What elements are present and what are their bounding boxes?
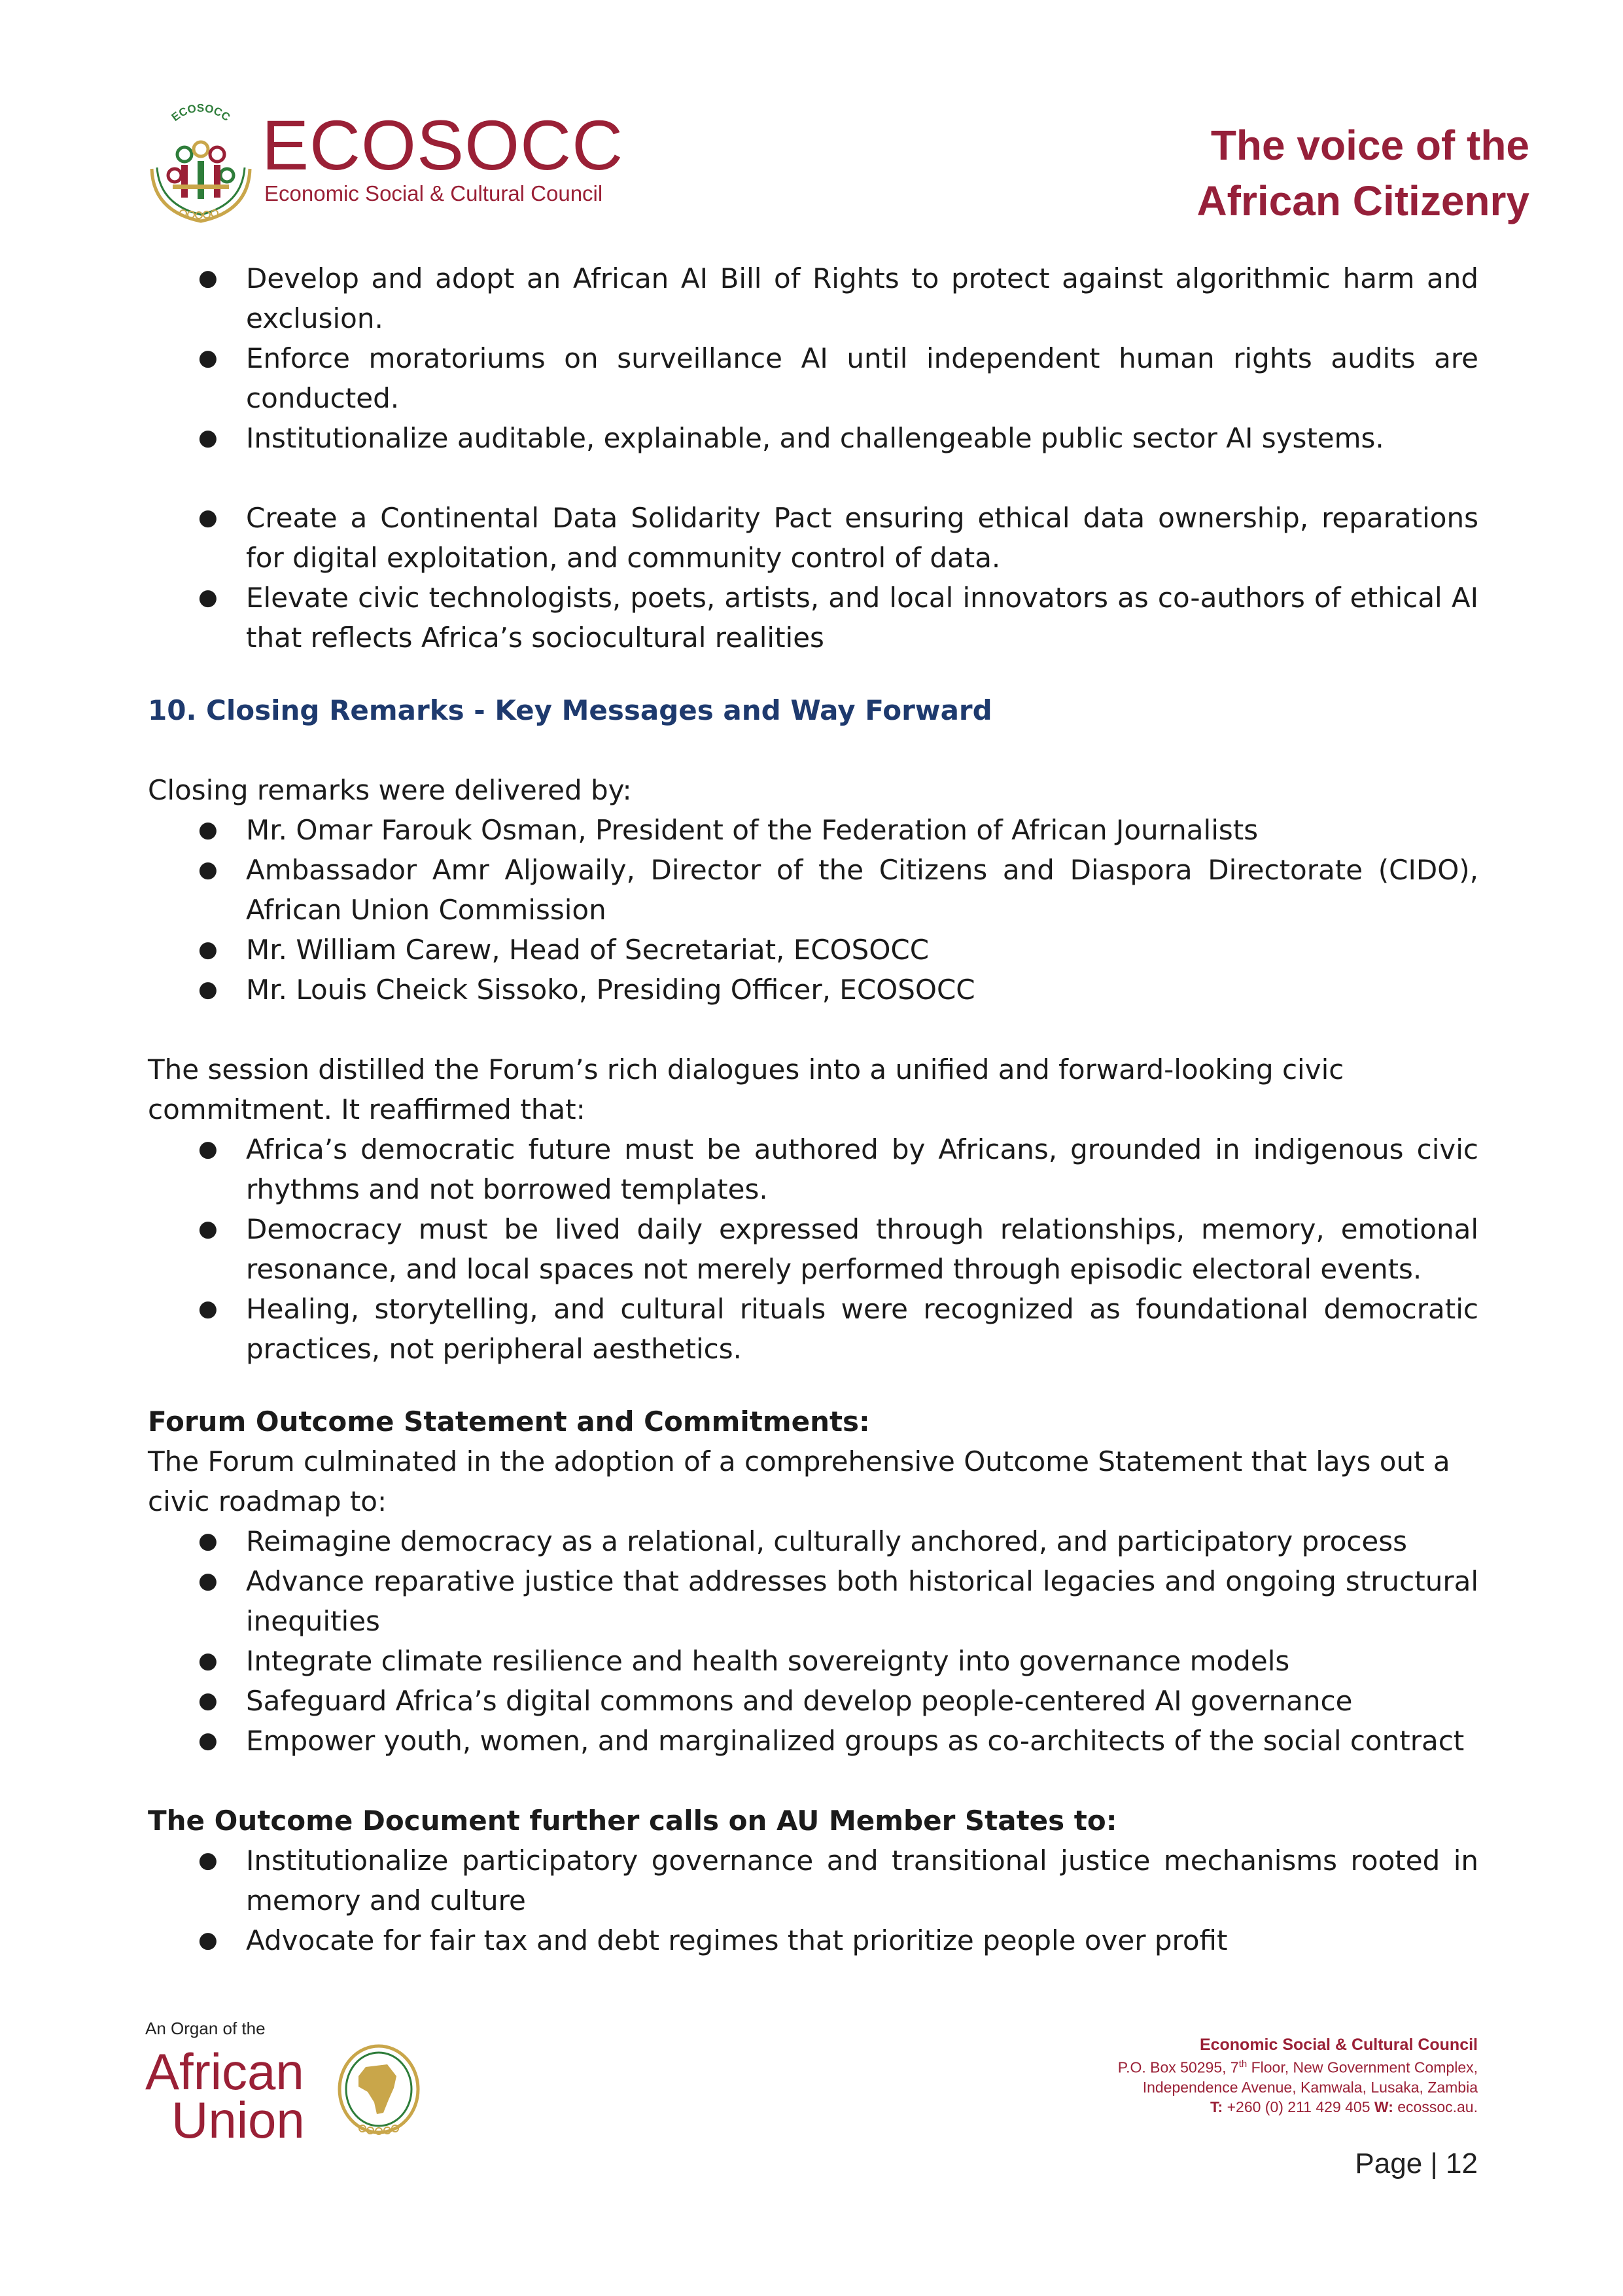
list-item: ● Healing, storytelling, and cultural rituals were recognized as foundational democratic practices, not peripheral aesthetics. — [246, 1289, 1478, 1369]
roadmap-list — [148, 1521, 1478, 1761]
list-item: ● Institutionalize auditable, explainable, and challengeable public sector AI systems. — [246, 418, 1478, 458]
list-item: ● Democracy must be lived daily expressed through relationships, memory, emotional resonance, and local spaces not merely performed through episodic electoral events. — [246, 1209, 1478, 1289]
header-tagline — [1196, 118, 1529, 229]
ecosocc-wordmark: ECOSOCC — [262, 105, 624, 185]
bullet-icon: ● — [198, 1528, 218, 1554]
session-paragraph: The session distilled the Forum’s rich dialogues into a unified and forward-looking civic commitment. It reaffirmed that: — [148, 1053, 1344, 1125]
bullet-icon: ● — [198, 1927, 218, 1953]
bullet-icon: ● — [198, 1687, 218, 1714]
calls-list — [148, 1841, 1478, 1960]
list-item: ● Advocate for fair tax and debt regimes that prioritize people over profit — [246, 1920, 1478, 1960]
page-number: Page | 12 — [1355, 2147, 1478, 2180]
au-line-2: Union — [171, 2091, 305, 2149]
closing-intro: Closing remarks were delivered by: — [148, 774, 632, 806]
bullet-icon: ● — [198, 1727, 218, 1754]
address-line-2: Independence Avenue, Kamwala, Lusaka, Zambia — [1142, 2078, 1478, 2096]
list-item: ● Safeguard Africa’s digital commons and develop people-centered AI governance — [246, 1681, 1478, 1721]
council-address — [1118, 2035, 1478, 2117]
bullet-icon: ● — [198, 1847, 218, 1873]
tagline-line-2: African Citizenry — [1196, 177, 1529, 224]
reaffirmed-list — [148, 1129, 1478, 1369]
data-solidarity-list — [148, 498, 1478, 658]
list-item: ● Empower youth, women, and marginalized groups as co-architects of the social contract — [246, 1721, 1478, 1761]
bullet-icon: ● — [198, 976, 218, 1002]
bullet-icon: ● — [198, 1216, 218, 1242]
ecosocc-subtitle: Economic Social & Cultural Council — [264, 181, 603, 205]
tagline-line-1: The voice of the — [1210, 122, 1529, 169]
african-union-wordmark — [145, 2043, 305, 2149]
section-heading: 10. Closing Remarks - Key Messages and Way Forward — [148, 694, 992, 726]
contact-line: T: +260 (0) 211 429 405 W: ecossoc.au. — [1210, 2098, 1478, 2115]
list-item: ● Mr. William Carew, Head of Secretariat, ECOSOCC — [246, 930, 1478, 970]
bullet-icon: ● — [198, 504, 218, 531]
list-item: ● Integrate climate resilience and health sovereignty into governance models — [246, 1641, 1478, 1681]
list-item: ● Enforce moratoriums on surveillance AI until independent human rights audits are conducted. — [246, 338, 1478, 418]
list-item: ● Africa’s democratic future must be authored by Africans, grounded in indigenous civic rhythms and not borrowed templates. — [246, 1129, 1478, 1209]
bullet-icon: ● — [198, 857, 218, 883]
bullet-icon: ● — [198, 265, 218, 291]
list-item: ● Create a Continental Data Solidarity Pact ensuring ethical data ownership, reparations for digital exploitation, and community control of data. — [246, 498, 1478, 578]
au-emblem-icon — [336, 2042, 421, 2140]
african-union-logo — [145, 2019, 420, 2149]
bullet-icon: ● — [198, 1136, 218, 1162]
bullet-icon: ● — [198, 1648, 218, 1674]
bullet-icon: ● — [198, 1568, 218, 1594]
list-item: ● Mr. Louis Cheick Sissoko, Presiding Officer, ECOSOCC — [246, 970, 1478, 1010]
list-item: ● Elevate civic technologists, poets, artists, and local innovators as co-authors of ethical AI that reflects Africa’s sociocultural realities — [246, 578, 1478, 658]
bullet-icon: ● — [198, 425, 218, 451]
organ-label: An Organ of the — [145, 2019, 266, 2038]
svg-text:ECOSOCC: ECOSOCC — [169, 101, 233, 124]
speakers-list — [148, 810, 1478, 1010]
bullet-icon: ● — [198, 817, 218, 843]
council-name: Economic Social & Cultural Council — [1199, 2036, 1478, 2054]
bullet-icon: ● — [198, 345, 218, 371]
bullet-icon: ● — [198, 936, 218, 963]
list-item: ● Advance reparative justice that addresses both historical legacies and ongoing structural inequities — [246, 1561, 1478, 1641]
ai-rights-list — [148, 258, 1478, 458]
bullet-icon: ● — [198, 584, 218, 610]
list-item: ● Institutionalize participatory governance and transitional justice mechanisms rooted in memory and culture — [246, 1841, 1478, 1920]
address-line-1: P.O. Box 50295, 7th Floor, New Government Complex, — [1117, 2058, 1478, 2076]
document-body — [148, 258, 1478, 1960]
ecosocc-logo — [145, 97, 624, 228]
list-item: ● Reimagine democracy as a relational, culturally anchored, and participatory process — [246, 1521, 1478, 1561]
outcome-paragraph: The Forum culminated in the adoption of a comprehensive Outcome Statement that lays out a civic roadmap to: — [148, 1445, 1450, 1517]
au-line-1: African — [145, 2043, 304, 2100]
ecosocc-emblem-icon — [145, 97, 256, 228]
list-item: ● Ambassador Amr Aljowaily, Director of the Citizens and Diaspora Directorate (CIDO), African Union Commission — [246, 850, 1478, 930]
calls-heading: The Outcome Document further calls on AU Member States to: — [148, 1805, 1117, 1837]
list-item: ● Develop and adopt an African AI Bill of Rights to protect against algorithmic harm and exclusion. — [246, 258, 1478, 338]
outcome-heading: Forum Outcome Statement and Commitments: — [148, 1405, 870, 1438]
bullet-icon: ● — [198, 1296, 218, 1322]
list-item: ● Mr. Omar Farouk Osman, President of the Federation of African Journalists — [246, 810, 1478, 850]
